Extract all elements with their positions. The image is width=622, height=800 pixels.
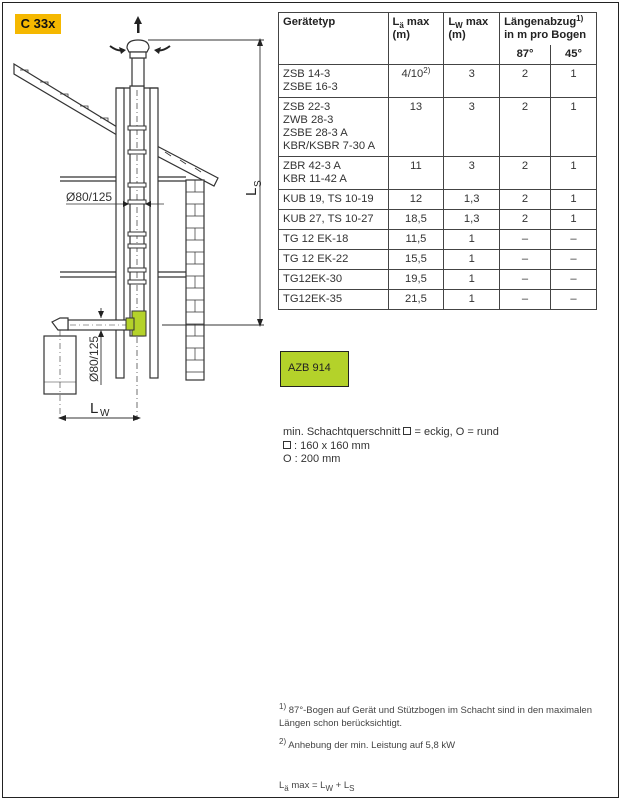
- table-row: TG 12 EK-18 11,5 1 – –: [279, 230, 597, 250]
- table-row: ZBR 42-3 A KBR 11-42 A 11 3 2 1: [279, 157, 597, 190]
- header-lw-max: $L_W$ max (m): [444, 13, 500, 65]
- table-row: ZSB 14-3 ZSBE 16-3 4/10$^{2)}$ 3 2 1: [279, 65, 597, 98]
- shaft-cross-section-note: min. Schachtquerschnitt = eckig, O = rund : 160 x 160 mm O : 200 mm: [283, 426, 499, 465]
- header-la-max: $L_ä$ max (m): [388, 13, 444, 65]
- device-length-table: [278, 12, 597, 310]
- ls-sub: S: [253, 180, 264, 187]
- ls-label: L: [243, 187, 260, 196]
- table-row: TG12EK-35 21,5 1 – –: [279, 290, 597, 310]
- diameter-side-label: Ø80/125: [87, 335, 101, 382]
- table-row: KUB 19, TS 10-19 12 1,3 2 1: [279, 190, 597, 210]
- lw-label: L: [90, 400, 99, 417]
- footnote-1: $^{1)}$ 87°-Bogen auf Gerät und Stützbogen im Schacht sind in den maximalen Längen schon berücksichtigt.: [279, 702, 592, 729]
- table-header-row: [279, 13, 597, 46]
- table-row: KUB 27, TS 10-27 18,5 1,3 2 1: [279, 210, 597, 230]
- lw-sub: W: [100, 408, 110, 419]
- accessory-badge: AZB 914: [280, 351, 349, 387]
- length-formula: $L_ä$ $\max = L_W + L_S$: [279, 780, 355, 793]
- diameter-top-label: Ø80/125: [66, 190, 113, 204]
- chimney-installation-diagram: [0, 0, 272, 430]
- header-laengenabzug: Längenabzug$^{1)}$ in m pro Bogen: [500, 13, 597, 46]
- table-row: TG 12 EK-22 15,5 1 – –: [279, 250, 597, 270]
- system-type-badge: C 33x: [15, 14, 61, 34]
- square-icon: [283, 441, 291, 449]
- header-45deg: 45°: [551, 45, 597, 65]
- header-87deg: 87°: [500, 45, 551, 65]
- table-row: TG12EK-30 19,5 1 – –: [279, 270, 597, 290]
- header-geraetetyp: Gerätetyp: [279, 13, 389, 65]
- footnote-2: $^{2)}$ Anhebung der min. Leistung auf 5,8 kW: [279, 737, 456, 751]
- table-row: ZSB 22-3 ZWB 28-3 ZSBE 28-3 A KBR/KSBR 7-30 A 13 3 2 1: [279, 98, 597, 157]
